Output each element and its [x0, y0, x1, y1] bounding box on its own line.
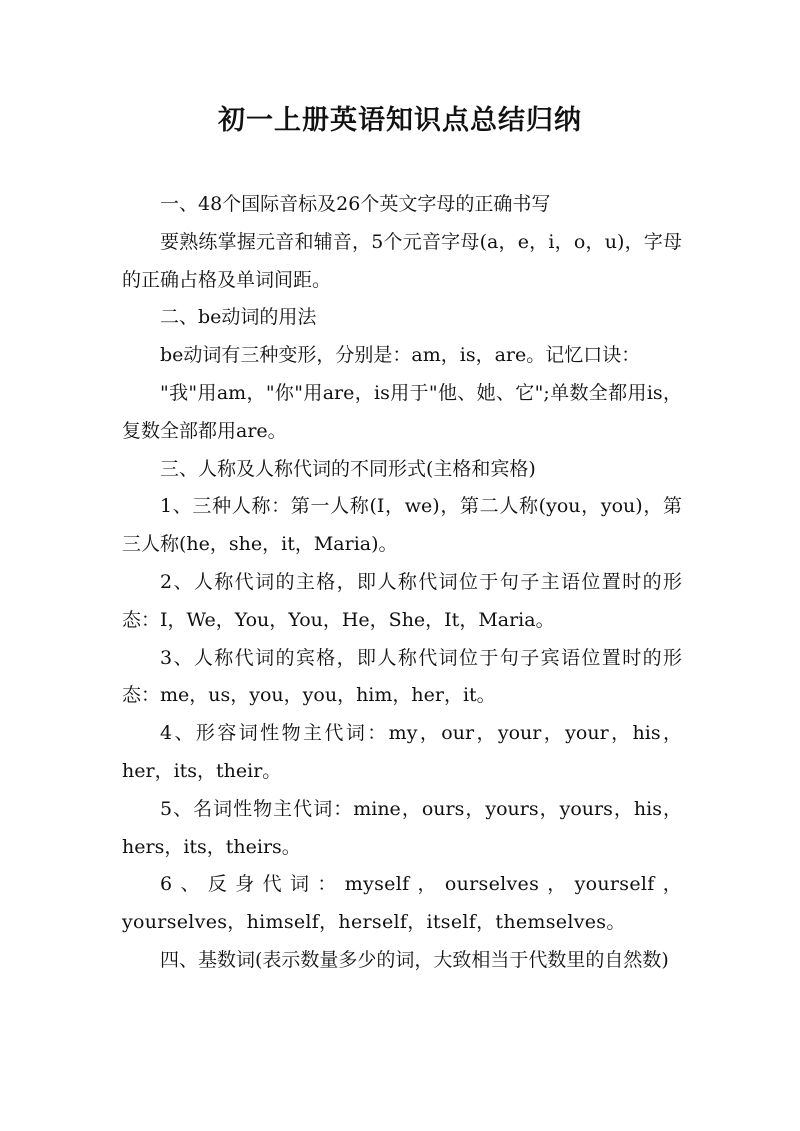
- paragraph-vowels: 要熟练掌握元音和辅音，5个元音字母(a，e，i，o，u)，字母的正确占格及单词间距。: [122, 230, 682, 291]
- paragraph-be-forms: be动词有三种变形，分别是：am，is，are。记忆口诀：: [160, 344, 641, 367]
- paragraph-adjective-possessives: 4、形容词性物主代词：my，our，your，your，his，her，its，their。: [122, 722, 682, 782]
- document-title: 初一上册英语知识点总结归纳: [218, 105, 582, 136]
- paragraph-section-4-heading: 四、基数词(表示数量多少的词，大致相当于代数里的自然数): [160, 948, 669, 971]
- paragraph-three-persons: 1、三种人称：第一人称(I，we)，第二人称(you，you)，第三人称(he，she，it，Maria)。: [122, 495, 682, 556]
- paragraph-be-mnemonic: "我"用am，"你"用are，is用于"他、她、它";单数全都用is，复数全部都用are。: [122, 381, 682, 442]
- paragraph-subject-pronouns: 2、人称代词的主格，即人称代词位于句子主语位置时的形态：I，We，You，You，He，She，It，Maria。: [122, 570, 682, 631]
- paragraph-noun-possessives: 5、名词性物主代词：mine，ours，yours，yours，his，hers，its，theirs。: [122, 797, 682, 858]
- paragraph-object-pronouns: 3、人称代词的宾格，即人称代词位于句子宾语位置时的形态：me，us，you，you，him，her，it。: [122, 646, 682, 707]
- paragraph-section-3-heading: 三、人称及人称代词的不同形式(主格和宾格): [160, 457, 536, 480]
- paragraph-section-2-heading: 二、be动词的用法: [160, 306, 317, 329]
- document-body: [122, 186, 682, 980]
- paragraph-section-1-heading: 一、48个国际音标及26个英文字母的正确书写: [160, 193, 551, 215]
- paragraph-reflexive-pronouns: 6、反身代词：myself，ourselves，yourself，yourselves，himself，herself，itself，themselves。: [122, 873, 682, 934]
